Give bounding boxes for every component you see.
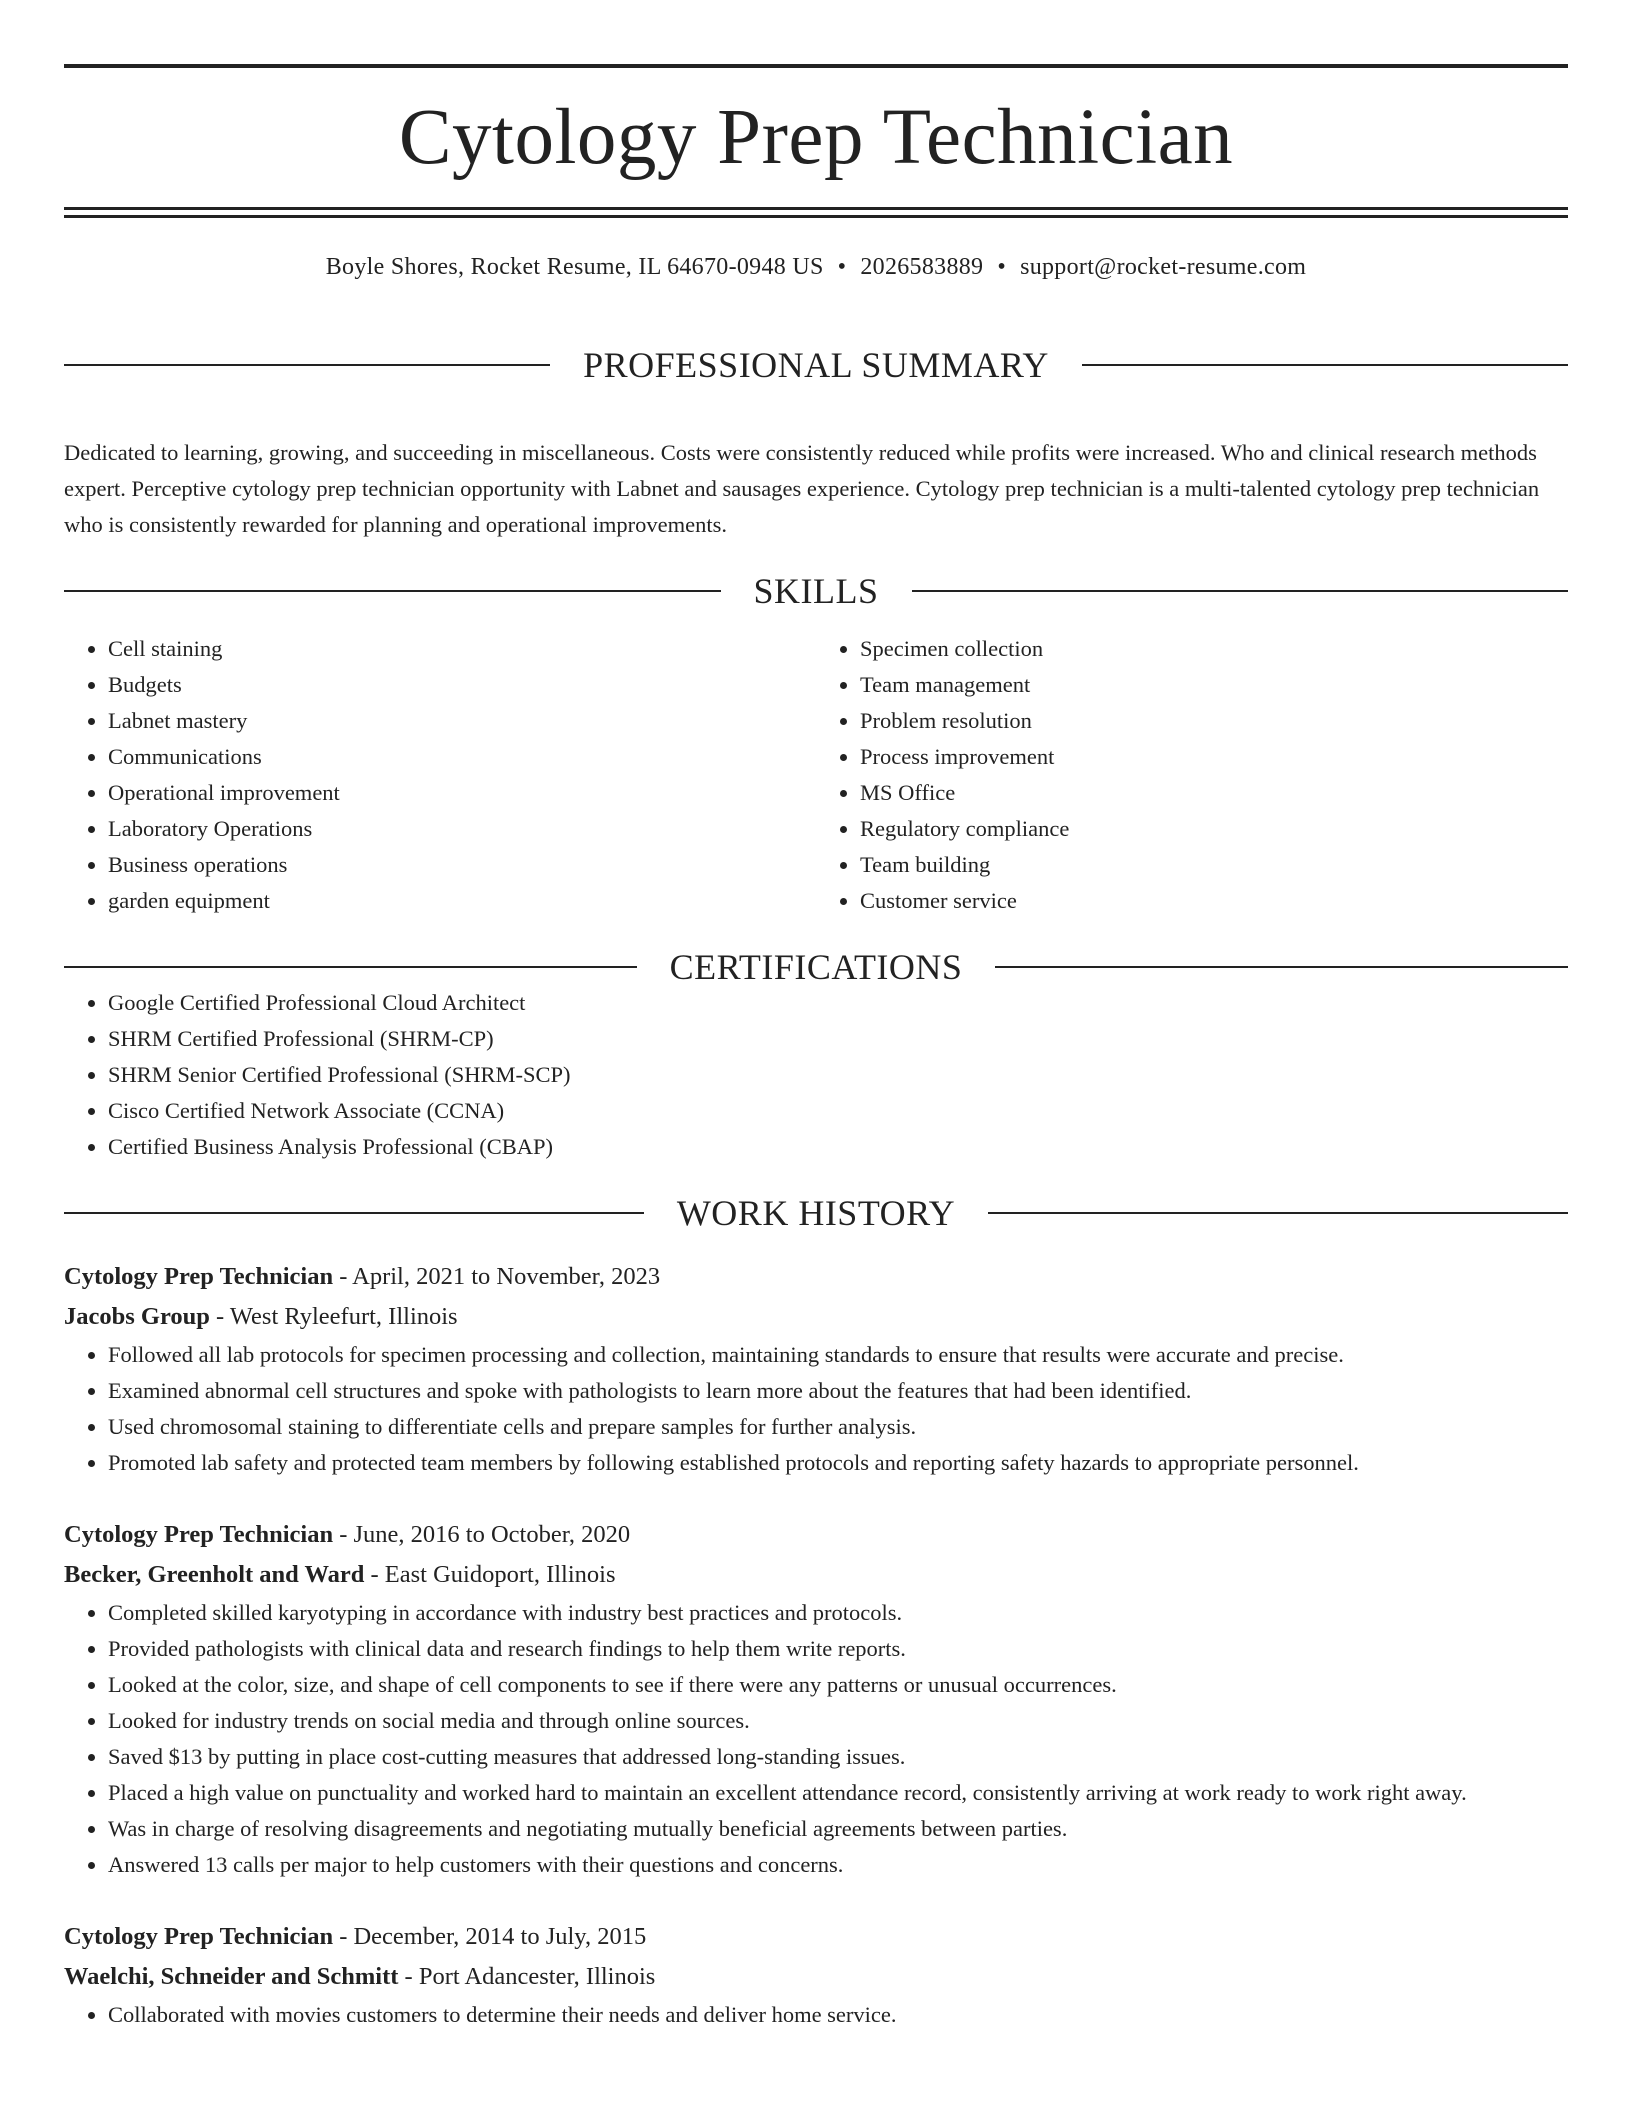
job-company: Jacobs Group <box>64 1302 210 1330</box>
skills-list-right <box>816 631 1568 919</box>
certification-item: • SHRM Certified Professional (SHRM-CP) <box>108 1021 1568 1057</box>
job-company-line <box>64 1555 1568 1595</box>
certification-item: • SHRM Senior Certified Professional (SHRM-SCP) <box>108 1057 1568 1093</box>
job-role: Cytology Prep Technician <box>64 1262 334 1290</box>
job-role: Cytology Prep Technician <box>64 1922 334 1950</box>
job-company-line <box>64 1297 1568 1337</box>
job-entry <box>64 1257 1568 1481</box>
job-bullet: • Looked at the color, size, and shape of cell components to see if there were any patterns or unusual occurrences. <box>108 1667 1568 1703</box>
summary-section-title: PROFESSIONAL SUMMARY <box>583 344 1049 385</box>
job-company: Waelchi, Schneider and Schmitt <box>64 1962 399 1990</box>
job-bullet: • Was in charge of resolving disagreements and negotiating mutually beneficial agreements between parties. <box>108 1811 1568 1847</box>
job-bullet: • Followed all lab protocols for specimen processing and collection, maintaining standards to ensure that results were accurate and precise. <box>108 1337 1568 1373</box>
job-company-line <box>64 1957 1568 1997</box>
summary-section-header <box>64 317 1568 413</box>
section-rule <box>64 590 721 592</box>
job-title-line <box>64 1917 1568 1957</box>
skills-list-left <box>64 631 816 919</box>
skill-item: • Process improvement <box>860 739 1568 775</box>
job-bullet: • Placed a high value on punctuality and worked hard to maintain an excellent attendance record, consistently arriving at work ready to work right away. <box>108 1775 1568 1811</box>
contact-separator: • <box>997 254 1007 280</box>
contact-phone: 2026583889 <box>860 254 984 280</box>
job-bullet: • Completed skilled karyotyping in accordance with industry best practices and protocols. <box>108 1595 1568 1631</box>
skills-section-title: SKILLS <box>753 570 879 611</box>
job-bullets <box>64 1595 1568 1883</box>
certification-item: • Google Certified Professional Cloud Architect <box>108 985 1568 1021</box>
skill-item: • Operational improvement <box>108 775 816 811</box>
section-rule <box>64 966 637 968</box>
skill-item: • Budgets <box>108 667 816 703</box>
job-company: Becker, Greenholt and Ward <box>64 1560 365 1588</box>
section-rule <box>64 364 550 366</box>
section-rule <box>995 966 1568 968</box>
certifications-section-header <box>64 946 1568 987</box>
contact-email: support@rocket-resume.com <box>1020 254 1307 280</box>
job-location: - East Guidoport, Illinois <box>364 1560 616 1588</box>
section-rule <box>912 590 1569 592</box>
job-bullet: • Collaborated with movies customers to determine their needs and deliver home service. <box>108 1997 1568 2033</box>
skill-item: • Labnet mastery <box>108 703 816 739</box>
job-dates: - April, 2021 to November, 2023 <box>333 1262 661 1290</box>
contact-separator: • <box>837 254 847 280</box>
job-entry <box>64 1515 1568 1883</box>
candidate-name: Cytology Prep Technician <box>398 94 1234 181</box>
skill-item: • Problem resolution <box>860 703 1568 739</box>
skill-item: • Team building <box>860 847 1568 883</box>
job-entry <box>64 1917 1568 2033</box>
contact-address: Boyle Shores, Rocket Resume, IL 64670-0948 US <box>325 254 824 280</box>
skill-item: • Cell staining <box>108 631 816 667</box>
skill-item: • Customer service <box>860 883 1568 919</box>
job-role: Cytology Prep Technician <box>64 1520 334 1548</box>
work-history-section-title: WORK HISTORY <box>676 1192 956 1233</box>
job-dates: - June, 2016 to October, 2020 <box>333 1520 631 1548</box>
skill-item: • Laboratory Operations <box>108 811 816 847</box>
skill-item: • Regulatory compliance <box>860 811 1568 847</box>
job-title-line <box>64 1257 1568 1297</box>
certifications-list <box>64 985 1568 1165</box>
job-bullet: • Examined abnormal cell structures and spoke with pathologists to learn more about the features that had been identified. <box>108 1373 1568 1409</box>
job-title-line <box>64 1515 1568 1555</box>
section-rule <box>64 1212 644 1214</box>
certification-item: • Cisco Certified Network Associate (CCNA) <box>108 1093 1568 1129</box>
job-bullet: • Used chromosomal staining to differentiate cells and prepare samples for further analysis. <box>108 1409 1568 1445</box>
job-bullets <box>64 1337 1568 1481</box>
contact-line <box>64 254 1568 281</box>
skill-item: • garden equipment <box>108 883 816 919</box>
certification-item: • Certified Business Analysis Professional (CBAP) <box>108 1129 1568 1165</box>
summary-text: Dedicated to learning, growing, and succeeding in miscellaneous. Costs were consistently reduced while profits were increased. Who and clinical research methods expert. Perceptive cytology prep technician opportunity with Labnet and sausages experience. Cytology prep technician is a multi-talented cytology prep technician who is consistently rewarded for planning and operational improvements. <box>64 439 1540 537</box>
skills-columns <box>64 631 1568 919</box>
top-rule <box>64 64 1568 68</box>
job-bullet: • Provided pathologists with clinical data and research findings to help them write reports. <box>108 1631 1568 1667</box>
skill-item: • MS Office <box>860 775 1568 811</box>
double-rule <box>64 207 1568 218</box>
skill-item: • Business operations <box>108 847 816 883</box>
job-bullet: • Promoted lab safety and protected team members by following established protocols and reporting safety hazards to appropriate personnel. <box>108 1445 1568 1481</box>
skills-section-header <box>64 570 1568 611</box>
job-bullet: • Looked for industry trends on social media and through online sources. <box>108 1703 1568 1739</box>
skill-item: • Team management <box>860 667 1568 703</box>
skill-item: • Specimen collection <box>860 631 1568 667</box>
job-bullets <box>64 1997 1568 2033</box>
certifications-section-title: CERTIFICATIONS <box>669 946 963 987</box>
work-history-section-header <box>64 1192 1568 1233</box>
job-bullet: • Saved $13 by putting in place cost-cutting measures that addressed long-standing issues. <box>108 1739 1568 1775</box>
job-bullet: • Answered 13 calls per major to help customers with their questions and concerns. <box>108 1847 1568 1883</box>
skill-item: • Communications <box>108 739 816 775</box>
job-dates: - December, 2014 to July, 2015 <box>333 1922 647 1950</box>
job-location: - Port Adancester, Illinois <box>398 1962 656 1990</box>
job-location: - West Ryleefurt, Illinois <box>209 1302 458 1330</box>
section-rule <box>1082 364 1568 366</box>
section-rule <box>988 1212 1568 1214</box>
